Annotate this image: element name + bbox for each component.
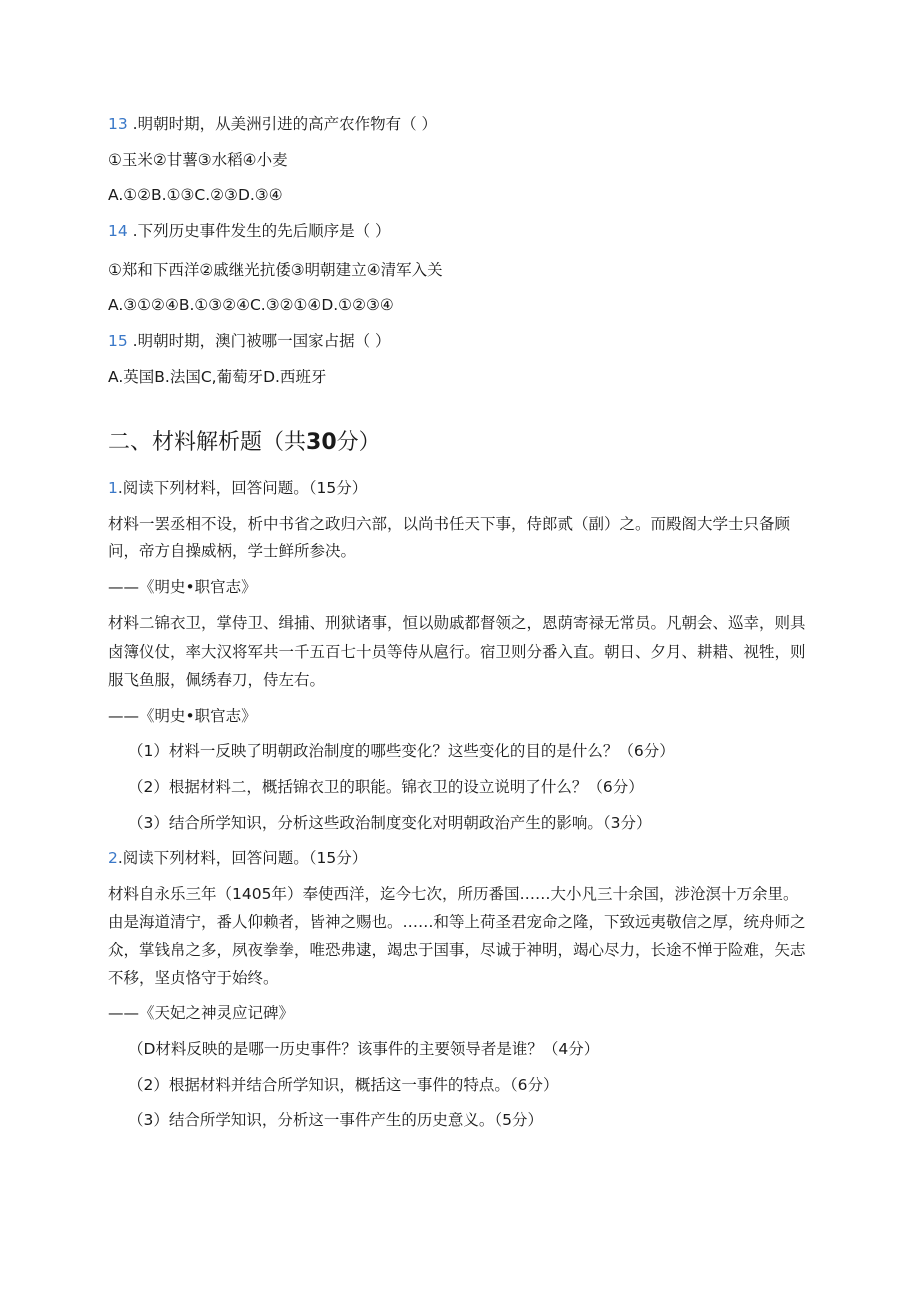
question-15-stem bbox=[108, 331, 391, 351]
question-14-options: A.③①②④B.①③②④C.③②①④D.①②③④ bbox=[108, 296, 394, 314]
section-title-score: 30 bbox=[306, 430, 337, 455]
material-1-source: ——《明史•职官志》 bbox=[108, 578, 257, 596]
question-13-items: ①玉米②甘薯③水稻④小麦 bbox=[108, 151, 288, 169]
sub-question-2: （2）根据材料并结合所学知识，概括这一事件的特点。（6分） bbox=[128, 1076, 559, 1094]
material-2-line-2: 卤簿仪仗，率大汉将军共一千五百七十员等侍从扈行。宿卫则分番入直。朝日、夕月、耕耤、视牲，则 bbox=[108, 643, 806, 661]
material-2-line-1: 材料二锦衣卫，掌侍卫、缉捕、刑狱诸事，恒以勋戚都督领之，恩荫寄禄无常员。凡朝会、巡幸，则具 bbox=[108, 614, 806, 632]
material-line-1: 材料自永乐三年（1405年）奉使西洋，迄今七次，所历番国……大小凡三十余国，涉沧溟十万余里。 bbox=[108, 885, 799, 903]
question-number: 14 bbox=[108, 222, 128, 240]
material-1-line-1: 材料一罢丞相不设，析中书省之政归六部，以尚书任天下事，侍郎贰（副）之。而殿阁大学士只备顾 bbox=[108, 515, 791, 533]
section-title-suffix: 分） bbox=[336, 430, 381, 455]
question-text: .明朝时期，从美洲引进的高产农作物有（ ） bbox=[127, 115, 438, 133]
question-number: 2 bbox=[108, 849, 118, 867]
sub-question-3: （3）结合所学知识，分析这些政治制度变化对明朝政治产生的影响。（3分） bbox=[128, 814, 652, 832]
question-text: .明朝时期，澳门被哪一国家占据（ ） bbox=[127, 332, 391, 350]
question-14-stem bbox=[108, 221, 391, 241]
question-13-stem bbox=[108, 114, 437, 134]
question-13-options: A.①②B.①③C.②③D.③④ bbox=[108, 186, 283, 204]
material-2-line-3: 服飞鱼服，佩绣春刀，侍左右。 bbox=[108, 671, 326, 689]
material-line-4: 不移，坚贞恪守于始终。 bbox=[108, 969, 279, 987]
material-line-2: 由是海道清宁，番人仰赖者，皆神之赐也。……和等上荷圣君宠命之隆，下致远夷敬信之厚，统舟师之 bbox=[108, 913, 806, 931]
sub-question-1: （1）材料一反映了明朝政治制度的哪些变化？这些变化的目的是什么？（6分） bbox=[128, 742, 675, 760]
question-15-options: A.英国B.法国C,葡萄牙D.西班牙 bbox=[108, 368, 327, 386]
question-text: .下列历史事件发生的先后顺序是（ ） bbox=[127, 222, 391, 240]
section-heading bbox=[108, 428, 381, 458]
question-text: .阅读下列材料，回答问题。（15分） bbox=[117, 479, 368, 497]
material-question-2-prompt bbox=[108, 848, 367, 868]
sub-question-2: （2）根据材料二，概括锦衣卫的职能。锦衣卫的设立说明了什么？（6分） bbox=[128, 778, 644, 796]
material-source: ——《天妃之神灵应记碑》 bbox=[108, 1004, 295, 1022]
material-1-line-2: 问，帝方自操威柄，学士鲜所参决。 bbox=[108, 542, 357, 560]
sub-question-1: （D材料反映的是哪一历史事件？该事件的主要领导者是谁？（4分） bbox=[128, 1040, 600, 1058]
question-number: 15 bbox=[108, 332, 128, 350]
question-text: .阅读下列材料，回答问题。（15分） bbox=[117, 849, 368, 867]
material-question-1-prompt bbox=[108, 478, 367, 498]
material-line-3: 众，掌钱帛之多，夙夜拳拳，唯恐弗逮，竭忠于国事，尽诚于神明，竭心尽力，长途不惮于险难，矢志 bbox=[108, 941, 806, 959]
material-2-source: ——《明史•职官志》 bbox=[108, 707, 257, 725]
section-title-prefix: 二、材料解析题（共 bbox=[108, 430, 307, 455]
sub-question-3: （3）结合所学知识，分析这一事件产生的历史意义。（5分） bbox=[128, 1111, 543, 1129]
question-14-items: ①郑和下西洋②戚继光抗倭③明朝建立④清军入关 bbox=[108, 261, 443, 279]
question-number: 13 bbox=[108, 115, 128, 133]
question-number: 1 bbox=[108, 479, 118, 497]
